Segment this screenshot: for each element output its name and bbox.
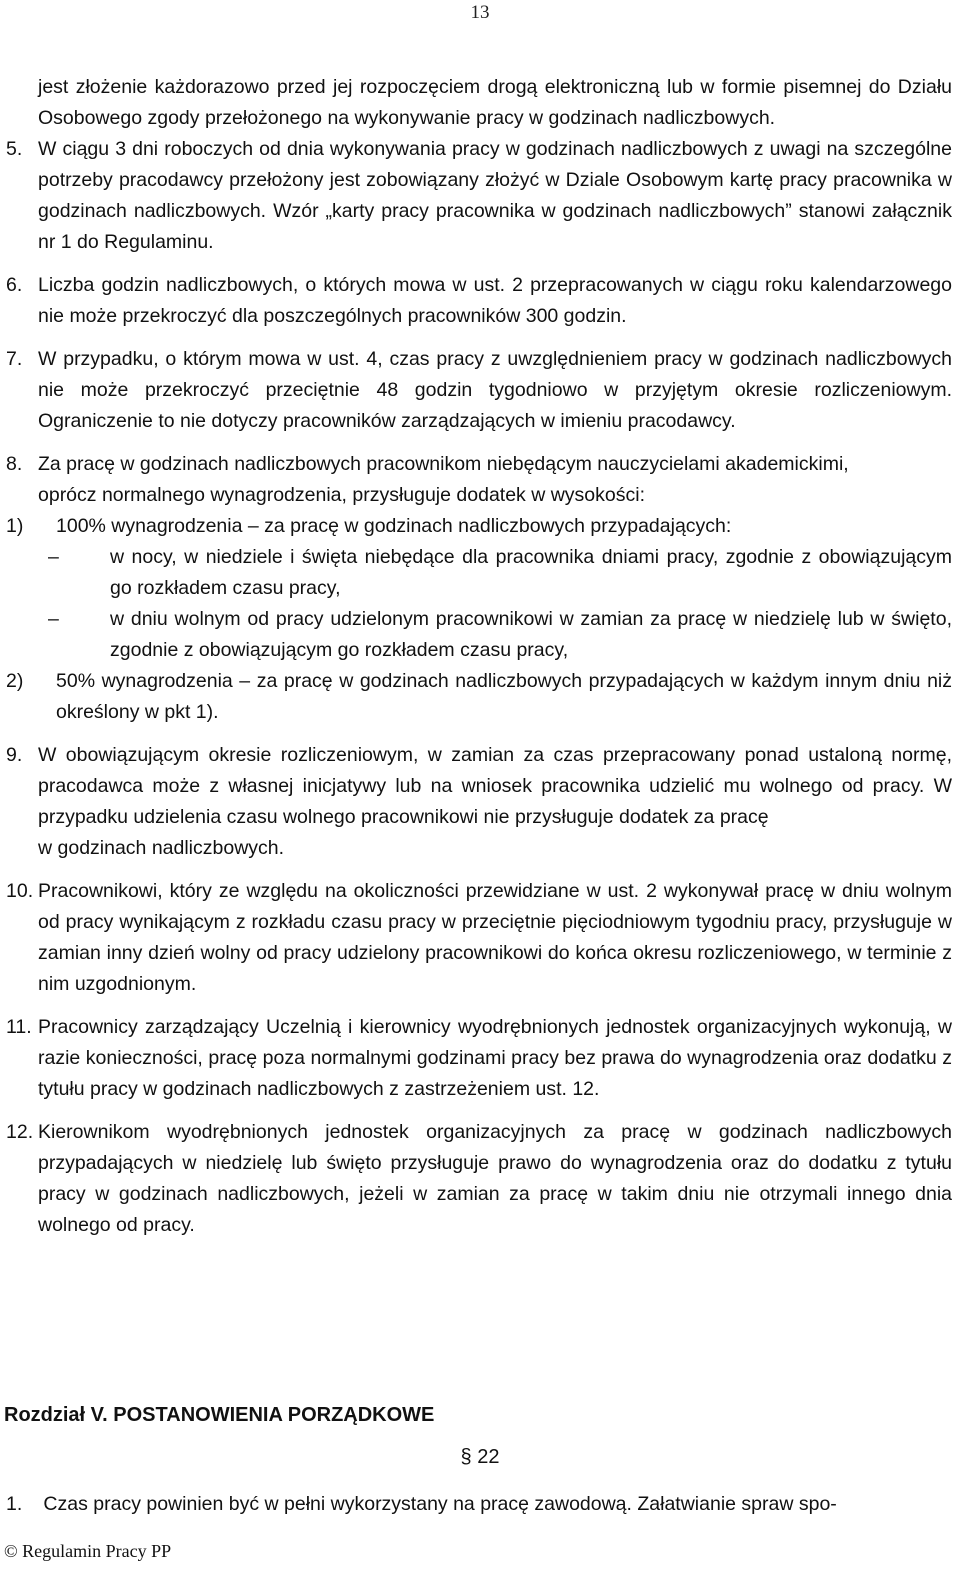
item-number: 5. bbox=[6, 138, 23, 160]
item-number: 7. bbox=[6, 348, 23, 370]
list-item-6 bbox=[6, 270, 952, 332]
item-number: 12. bbox=[6, 1121, 34, 1143]
item-text bbox=[38, 740, 952, 864]
list-item-5 bbox=[6, 134, 952, 258]
sub-item-number: 2) bbox=[6, 670, 24, 692]
item-number: 10. bbox=[6, 880, 34, 902]
item-text: Kierownikom wyodrębnionych jednostek organizacyjnych za pracę w godzinach nadliczbowych przypadających w niedzielę lub święto przysługuje prawo do wynagrodzenia oraz do dodatku z tytułu pracy w godzinach nadliczbowych, jeżeli w zamian za pracę w takim dniu nie otrzymali innego dnia wolnego od pracy. bbox=[38, 1121, 952, 1236]
chapter-heading: Rozdział V. POSTANOWIENIA PORZĄDKOWE bbox=[4, 1404, 435, 1426]
sub-item-number: 1) bbox=[6, 515, 24, 537]
item-number: 8. bbox=[6, 453, 23, 475]
section-heading: § 22 bbox=[460, 1446, 500, 1468]
item-text-part: W obowiązującym okresie rozliczeniowym, w zamian za czas przepracowany ponad ustaloną normę, pracodawca może z własnej inicjatywy lub na wniosek pracownika udzielić mu wolnego od pracy. W przypadku udzielenia czasu wolnego pracownikowi nie przysługuje dodatek za pracę bbox=[38, 744, 952, 828]
item-text-part: w godzinach nadliczbowych. bbox=[38, 837, 285, 859]
continuation-text: jest złożenie każdorazowo przed jej rozpoczęciem drogą elektroniczną lub w formie pisemnej do Działu Osobowego zgody przełożonego na wykonywanie pracy w godzinach nadliczbowych. bbox=[38, 76, 952, 129]
sub-item-1 bbox=[6, 511, 952, 542]
item-number: 6. bbox=[6, 274, 23, 296]
dash-item bbox=[38, 542, 952, 604]
list-item-12 bbox=[6, 1117, 952, 1241]
dash-item bbox=[38, 604, 952, 666]
dash-item-text: w nocy, w niedziele i święta niebędące dla pracownika dniami pracy, zgodnie z obowiązującym go rozkładem czasu pracy, bbox=[110, 546, 952, 599]
dash-icon: – bbox=[48, 608, 59, 630]
list-item-9 bbox=[6, 740, 952, 864]
footer: © Regulamin Pracy PP bbox=[4, 1541, 172, 1561]
sub-item-2 bbox=[6, 666, 952, 728]
item-number: 9. bbox=[6, 744, 23, 766]
item-text: Czas pracy powinien być w pełni wykorzystany na pracę zawodową. Załatwianie spraw spo- bbox=[43, 1493, 837, 1515]
page-number: 13 bbox=[470, 2, 490, 23]
list-item-11 bbox=[6, 1012, 952, 1105]
list-item-8 bbox=[6, 449, 952, 480]
item-number: 1. bbox=[6, 1493, 23, 1515]
dash-icon: – bbox=[48, 546, 59, 568]
item-8-intro: oprócz normalnego wynagrodzenia, przysługuje dodatek w wysokości: bbox=[38, 484, 645, 506]
item-text: Liczba godzin nadliczbowych, o których mowa w ust. 2 przepracowanych w ciągu roku kalendarzowego nie może przekroczyć dla poszczególnych pracowników 300 godzin. bbox=[38, 274, 952, 327]
list-item-10 bbox=[6, 876, 952, 1000]
item-text: Za pracę w godzinach nadliczbowych pracownikom niebędącym nauczycielami akademickimi, bbox=[38, 453, 849, 475]
dash-item-text: w dniu wolnym od pracy udzielonym pracownikowi w zamian za pracę w niedzielę lub w święto, zgodnie z obowiązującym go rozkładem czasu pracy, bbox=[110, 608, 952, 661]
item-text: W ciągu 3 dni roboczych od dnia wykonywania pracy w godzinach nadliczbowych z uwagi na szczególne potrzeby pracodawcy przełożony jest zobowiązany złożyć w Dziale Osobowym kartę pracy pracownika w godzinach nadliczbowych. Wzór „karty pracy pracownika w godzinach nadliczbowych” stanowi załącznik nr 1 do Regulaminu. bbox=[38, 138, 952, 253]
document-body bbox=[6, 72, 952, 1241]
item-number: 11. bbox=[6, 1016, 32, 1038]
list-item-7 bbox=[6, 344, 952, 437]
item-text: W przypadku, o którym mowa w ust. 4, czas pracy z uwzględnieniem pracy w godzinach nadliczbowych nie może przekroczyć przeciętnie 48 godzin tygodniowo w przyjętym okresie rozliczeniowym. Ograniczenie to nie dotyczy pracowników zarządzających w imieniu pracodawcy. bbox=[38, 348, 952, 432]
list-item-1 bbox=[6, 1489, 952, 1520]
item-text: Pracownikowi, który ze względu na okoliczności przewidziane w ust. 2 wykonywał pracę w dniu wolnym od pracy wynikającym z rozkładu czasu pracy w przeciętnie pięciodniowym tygodniu pracy, przysługuje w zamian inny dzień wolny od pracy udzielony pracownikowi do końca okresu rozliczeniowego, w terminie z nim uzgodnionym. bbox=[38, 880, 952, 995]
sub-item-text: 50% wynagrodzenia – za pracę w godzinach nadliczbowych przypadających w każdym innym dniu niż określony w pkt 1). bbox=[56, 670, 952, 723]
sub-item-text: 100% wynagrodzenia – za pracę w godzinach nadliczbowych przypadających: bbox=[56, 515, 732, 537]
item-text: Pracownicy zarządzający Uczelnią i kierownicy wyodrębnionych jednostek organizacyjnych wykonują, w razie konieczności, pracę poza normalnymi godzinami pracy bez prawa do wynagrodzenia oraz dodatku z tytułu pracy w godzinach nadliczbowych z zastrzeżeniem ust. 12. bbox=[38, 1016, 952, 1100]
